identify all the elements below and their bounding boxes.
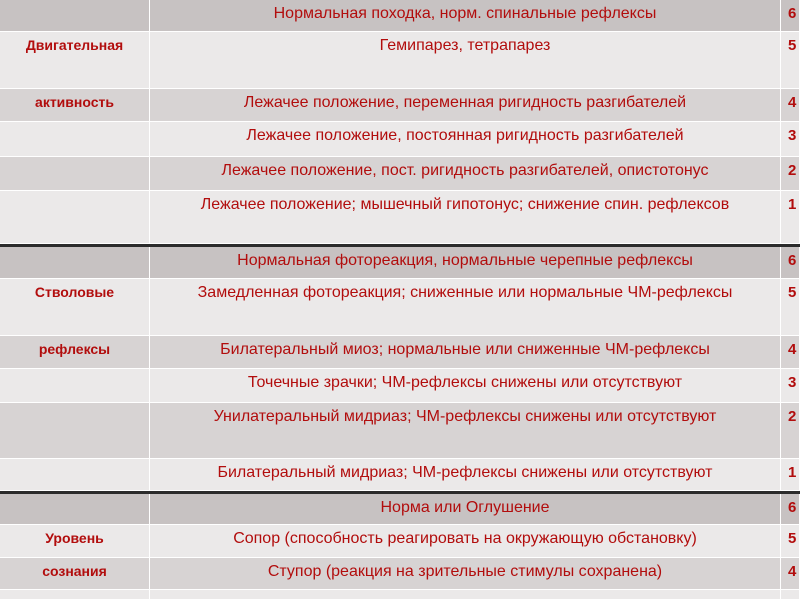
group-label: активность (0, 89, 150, 122)
row-description: Лежачее положение, переменная ригидность разгибателей (150, 89, 781, 122)
row-description: Лежачее положение, постоянная ригидность разгибателей (150, 122, 781, 157)
row-description (150, 590, 781, 600)
table-row (0, 89, 800, 122)
row-description: Нормальная фотореакция, нормальные черепные рефлексы (150, 247, 781, 279)
row-description: Лежачее положение; мышечный гипотонус; снижение спин. рефлексов (150, 191, 781, 244)
group-label: сознания (0, 558, 150, 590)
row-score: 6 (781, 247, 800, 279)
row-score: 5 (781, 525, 800, 558)
row-description: Билатеральный мидриаз; ЧМ-рефлексы снижены или отсутствуют (150, 459, 781, 491)
row-score: 5 (781, 279, 800, 336)
group-label: Стволовые (0, 279, 150, 336)
row-description: Билатеральный миоз; нормальные или сниженные ЧМ-рефлексы (150, 336, 781, 369)
table-row (0, 590, 800, 600)
table-row (0, 494, 800, 525)
table-row (0, 336, 800, 369)
group-label: Уровень (0, 525, 150, 558)
row-description: Точечные зрачки; ЧМ-рефлексы снижены или отсутствуют (150, 369, 781, 403)
row-score: 6 (781, 494, 800, 525)
row-description: Ступор (реакция на зрительные стимулы сохранена) (150, 558, 781, 590)
row-score: 2 (781, 157, 800, 191)
table-row (0, 157, 800, 191)
group-label: Двигательная (0, 32, 150, 89)
row-description: Лежачее положение, пост. ригидность разгибателей, опистотонус (150, 157, 781, 191)
row-description: Замедленная фотореакция; сниженные или нормальные ЧМ-рефлексы (150, 279, 781, 336)
row-score: 4 (781, 89, 800, 122)
group-label-cell (0, 494, 150, 525)
group-label-cell (0, 247, 150, 279)
group-label-cell (0, 191, 150, 244)
table-row (0, 32, 800, 89)
row-description: Норма или Оглушение (150, 494, 781, 525)
group-label-cell (0, 590, 150, 600)
table-row (0, 459, 800, 491)
table-row (0, 122, 800, 157)
group-label-cell (0, 369, 150, 403)
row-score: 4 (781, 558, 800, 590)
table-row (0, 369, 800, 403)
group-label-cell (0, 403, 150, 459)
table-row (0, 0, 800, 32)
group-label-cell (0, 122, 150, 157)
group-label-cell (0, 157, 150, 191)
table-row (0, 525, 800, 558)
row-score (781, 590, 800, 600)
row-score: 3 (781, 122, 800, 157)
row-score: 3 (781, 369, 800, 403)
row-description: Сопор (способность реагировать на окружающую обстановку) (150, 525, 781, 558)
group-label-cell (0, 0, 150, 32)
row-score: 1 (781, 459, 800, 491)
row-description: Гемипарез, тетрапарез (150, 32, 781, 89)
row-score: 2 (781, 403, 800, 459)
group-label: рефлексы (0, 336, 150, 369)
table-row (0, 191, 800, 244)
row-score: 1 (781, 191, 800, 244)
row-score: 4 (781, 336, 800, 369)
table-row (0, 403, 800, 459)
table-row (0, 247, 800, 279)
table-row (0, 279, 800, 336)
row-description: Унилатеральный мидриаз; ЧМ-рефлексы снижены или отсутствуют (150, 403, 781, 459)
group-label-cell (0, 459, 150, 491)
table-row (0, 558, 800, 590)
row-score: 6 (781, 0, 800, 32)
row-score: 5 (781, 32, 800, 89)
row-description: Нормальная походка, норм. спинальные рефлексы (150, 0, 781, 32)
